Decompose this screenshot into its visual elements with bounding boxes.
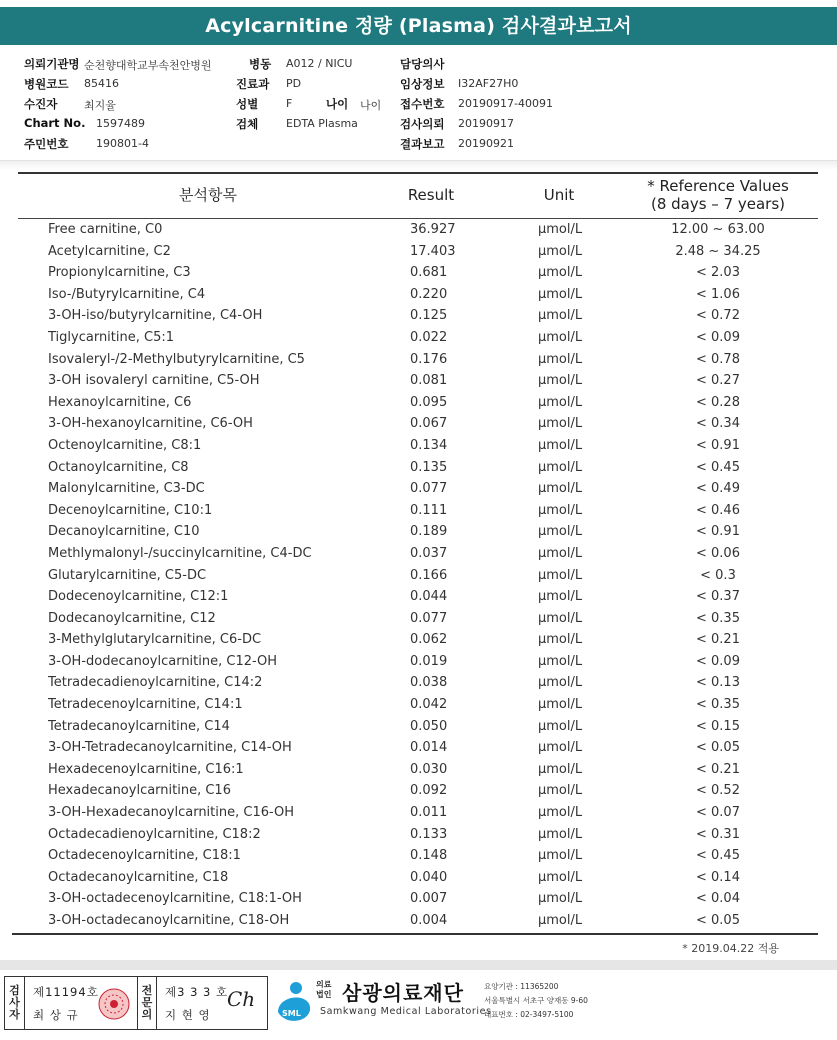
result-value: 0.681: [410, 265, 448, 281]
analyte-name: Octadecadienoylcarnitine, C18:2: [48, 826, 261, 842]
section-divider: [0, 160, 837, 170]
reference-value: < 0.91: [696, 437, 740, 453]
table-row: [18, 760, 818, 782]
info-label: 진료과: [236, 77, 270, 91]
patient-info: [24, 56, 824, 156]
reference-value: < 0.06: [696, 545, 740, 561]
table-row: [18, 652, 818, 674]
info-label: 검사의뢰: [400, 117, 445, 131]
analyte-name: Iso-/Butyrylcarnitine, C4: [48, 286, 206, 302]
table-row: [18, 414, 818, 436]
table-row: [18, 587, 818, 609]
unit-value: μmol/L: [538, 394, 583, 410]
tester-license: 제11194호: [33, 985, 99, 999]
age-value: 나이: [360, 99, 382, 112]
info-label: 주민번호: [24, 137, 69, 151]
table-row: [18, 285, 818, 307]
analyte-name: Tiglycarnitine, C5:1: [48, 329, 175, 345]
table-row: [18, 803, 818, 825]
reference-value: < 0.05: [696, 740, 740, 756]
header-reference-line1: * Reference Values: [647, 177, 789, 195]
analyte-name: Hexanoylcarnitine, C6: [48, 394, 192, 410]
org-address: 서울특별시 서초구 양재동 9-60: [484, 996, 588, 1005]
reference-value: < 0.52: [696, 783, 740, 799]
unit-value: μmol/L: [538, 373, 583, 389]
table-row: [18, 371, 818, 393]
analyte-name: Octadecenoylcarnitine, C18:1: [48, 848, 241, 864]
org-code: 요양기관 : 11365200: [484, 982, 559, 991]
analyte-name: Octenoylcarnitine, C8:1: [48, 437, 202, 453]
result-value: 0.133: [410, 826, 448, 842]
unit-value: μmol/L: [538, 524, 583, 540]
table-row: [18, 781, 818, 803]
header-item: 분석항목: [179, 186, 237, 204]
organization-footer: [272, 976, 832, 1032]
reference-value: < 0.28: [696, 394, 740, 410]
analyte-name: 3-Methylglutarylcarnitine, C6-DC: [48, 632, 262, 648]
analyte-name: 3-OH-octadecanoylcarnitine, C18-OH: [48, 913, 290, 928]
unit-value: μmol/L: [538, 697, 583, 713]
reference-value: < 0.72: [696, 308, 740, 324]
result-value: 0.125: [410, 308, 448, 324]
table-row: [18, 630, 818, 652]
table-header-rule: [18, 218, 818, 219]
unit-value: μmol/L: [538, 567, 583, 583]
table-row: [18, 544, 818, 566]
result-value: 0.030: [410, 761, 448, 777]
reference-value: < 0.21: [696, 632, 740, 648]
info-label: 성별: [236, 97, 259, 111]
reference-value: < 0.34: [696, 416, 740, 432]
analyte-name: 3-OH-hexanoylcarnitine, C6-OH: [48, 416, 253, 432]
unit-value: μmol/L: [538, 351, 583, 367]
unit-value: μmol/L: [538, 265, 583, 281]
info-value: 순천향대학교부속천안병원: [84, 59, 212, 72]
result-value: 0.148: [410, 848, 448, 864]
logo-text: SML: [282, 1009, 301, 1018]
analyte-name: Acetylcarnitine, C2: [48, 243, 171, 259]
result-value: 0.067: [410, 416, 448, 432]
table-row: [18, 220, 818, 242]
unit-value: μmol/L: [538, 761, 583, 777]
unit-value: μmol/L: [538, 718, 583, 734]
table-row: [18, 911, 818, 933]
org-phone: 대표번호 : 02-3497-5100: [484, 1010, 574, 1019]
result-value: 0.022: [410, 329, 448, 345]
info-label: 임상정보: [400, 77, 445, 91]
analyte-name: Dodecenoylcarnitine, C12:1: [48, 589, 229, 605]
unit-value: μmol/L: [538, 826, 583, 842]
analyte-name: Decenoylcarnitine, C10:1: [48, 502, 213, 518]
table-row: [18, 436, 818, 458]
reference-value: 2.48 ~ 34.25: [675, 243, 761, 259]
result-value: 0.166: [410, 567, 448, 583]
unit-value: μmol/L: [538, 740, 583, 756]
info-label: 접수번호: [400, 97, 445, 111]
reference-value: < 0.07: [696, 805, 740, 821]
unit-value: μmol/L: [538, 286, 583, 302]
table-row: [18, 738, 818, 760]
result-value: 0.135: [410, 459, 448, 475]
unit-value: μmol/L: [538, 437, 583, 453]
table-row: [18, 306, 818, 328]
analyte-name: 3-OH-Hexadecanoylcarnitine, C16-OH: [48, 805, 295, 821]
reference-value: < 0.3: [700, 567, 736, 583]
table-row: [18, 695, 818, 717]
table-row: [18, 566, 818, 588]
reference-value: < 0.45: [696, 848, 740, 864]
table-row: [18, 328, 818, 350]
info-value: F: [286, 97, 293, 110]
info-value: EDTA Plasma: [286, 117, 358, 130]
reference-value: < 0.91: [696, 524, 740, 540]
table-row: [18, 350, 818, 372]
result-value: 36.927: [410, 222, 456, 237]
header-reference-line2: (8 days – 7 years): [650, 195, 786, 213]
analyte-name: 3-OH-octadecenoylcarnitine, C18:1-OH: [48, 891, 302, 907]
unit-value: μmol/L: [538, 459, 583, 475]
unit-value: μmol/L: [538, 632, 583, 648]
reference-value: < 0.78: [696, 351, 740, 367]
table-row: [18, 522, 818, 544]
info-label: 의뢰기관명: [24, 57, 80, 71]
info-label: 수진자: [24, 97, 58, 111]
analyte-name: 3-OH-dodecanoylcarnitine, C12-OH: [48, 653, 278, 669]
unit-value: μmol/L: [538, 222, 583, 237]
analyte-name: Isovaleryl-/2-Methylbutyrylcarnitine, C5: [48, 351, 305, 367]
result-value: 0.176: [410, 351, 448, 367]
table-row: [18, 889, 818, 911]
analyte-name: Octanoylcarnitine, C8: [48, 459, 189, 475]
info-value: 20190917-40091: [458, 97, 553, 110]
unit-value: μmol/L: [538, 783, 583, 799]
result-value: 0.189: [410, 524, 448, 540]
unit-value: μmol/L: [538, 481, 583, 497]
header-reference: [630, 172, 806, 218]
result-value: 0.077: [410, 481, 448, 497]
result-value: 0.095: [410, 394, 448, 410]
footer-band: [0, 960, 837, 970]
analyte-name: Octadecanoylcarnitine, C18: [48, 869, 229, 885]
result-value: 0.044: [410, 589, 448, 605]
result-value: 0.038: [410, 675, 448, 691]
result-value: 0.092: [410, 783, 448, 799]
analyte-name: Tetradecadienoylcarnitine, C14:2: [48, 675, 263, 691]
analyte-name: Tetradecenoylcarnitine, C14:1: [48, 697, 243, 713]
table-row: [18, 479, 818, 501]
result-value: 0.011: [410, 805, 448, 821]
table-row: [18, 825, 818, 847]
analyte-name: Free carnitine, C0: [48, 222, 163, 237]
reference-value: < 0.21: [696, 761, 740, 777]
unit-value: μmol/L: [538, 416, 583, 432]
signature-mark: Ch: [227, 987, 256, 1011]
unit-value: μmol/L: [538, 848, 583, 864]
reference-value: < 0.27: [696, 373, 740, 389]
reference-value: < 0.04: [696, 891, 740, 907]
info-label: 검체: [236, 117, 259, 131]
specialist-license: 제3 3 3 호: [165, 985, 229, 999]
info-label: 담당의사: [400, 57, 445, 71]
result-value: 0.007: [410, 891, 448, 907]
result-value: 0.062: [410, 632, 448, 648]
analyte-name: 3-OH-Tetradecanoylcarnitine, C14-OH: [48, 740, 292, 756]
unit-value: μmol/L: [538, 913, 583, 928]
info-label: 병원코드: [24, 77, 69, 91]
unit-value: μmol/L: [538, 502, 583, 518]
tester-name: 최 상 규: [33, 1008, 79, 1022]
table-row: [18, 609, 818, 631]
info-value: PD: [286, 77, 302, 90]
table-row: [18, 846, 818, 868]
unit-value: μmol/L: [538, 675, 583, 691]
age-label: 나이: [326, 97, 349, 111]
unit-value: μmol/L: [538, 329, 583, 345]
reference-value: < 0.13: [696, 675, 740, 691]
reference-value: 12.00 ~ 63.00: [671, 222, 765, 237]
result-value: 0.134: [410, 437, 448, 453]
sml-logo-icon: [272, 978, 314, 1028]
info-value: A012 / NICU: [286, 57, 353, 70]
reference-value: < 0.14: [696, 869, 740, 885]
analyte-name: 3-OH isovaleryl carnitine, C5-OH: [48, 373, 260, 389]
info-label: Chart No.: [24, 116, 86, 130]
info-value: 20190921: [458, 137, 514, 150]
analyte-name: Hexadecanoylcarnitine, C16: [48, 783, 231, 799]
result-value: 0.081: [410, 373, 448, 389]
table-row: [18, 263, 818, 285]
reference-value: < 2.03: [696, 265, 740, 281]
reference-value: < 0.35: [696, 697, 740, 713]
info-value: 85416: [84, 77, 119, 90]
reference-value: < 0.37: [696, 589, 740, 605]
reference-value: < 0.09: [696, 329, 740, 345]
reference-value: < 0.09: [696, 653, 740, 669]
seal-stamp-icon: [97, 987, 131, 1021]
result-value: 0.037: [410, 545, 448, 561]
tester-label: 검 사 자: [5, 977, 25, 1029]
unit-value: μmol/L: [538, 869, 583, 885]
unit-value: μmol/L: [538, 589, 583, 605]
result-value: 0.019: [410, 653, 448, 669]
analyte-name: 3-OH-iso/butyrylcarnitine, C4-OH: [48, 308, 263, 324]
table-row: [18, 501, 818, 523]
table-bottom-rule: [12, 933, 818, 935]
specialist-label: 전 문 의: [137, 977, 157, 1029]
info-value: 최지율: [84, 99, 116, 112]
result-value: 0.042: [410, 697, 448, 713]
unit-value: μmol/L: [538, 891, 583, 907]
analyte-name: Decanoylcarnitine, C10: [48, 524, 200, 540]
org-english-name: Samkwang Medical Laboratories: [320, 1006, 492, 1017]
unit-value: μmol/L: [538, 308, 583, 324]
table-row: [18, 717, 818, 739]
analyte-name: Hexadecenoylcarnitine, C16:1: [48, 761, 244, 777]
reference-note: * 2019.04.22 적용: [682, 942, 779, 955]
unit-value: μmol/L: [538, 653, 583, 669]
org-type: 의료법인: [316, 980, 332, 999]
org-name: 삼광의료재단: [342, 981, 464, 1005]
analyte-name: Tetradecanoylcarnitine, C14: [48, 718, 230, 734]
reference-value: < 0.49: [696, 481, 740, 497]
reference-value: < 0.05: [696, 913, 740, 928]
reference-value: < 1.06: [696, 286, 740, 302]
report-title: Acylcarnitine 정량 (Plasma) 검사결과보고서: [0, 7, 837, 45]
table-body: [18, 220, 818, 933]
analyte-name: Dodecanoylcarnitine, C12: [48, 610, 216, 626]
signature-box: [4, 976, 268, 1030]
table-row: [18, 458, 818, 480]
unit-value: μmol/L: [538, 243, 583, 259]
org-contact: [484, 980, 588, 1022]
analyte-name: Propionylcarnitine, C3: [48, 265, 191, 281]
analyte-name: Methlymalonyl-/succinylcarnitine, C4-DC: [48, 545, 312, 561]
result-value: 0.040: [410, 869, 448, 885]
header-result: Result: [407, 186, 455, 204]
result-value: 0.050: [410, 718, 448, 734]
unit-value: μmol/L: [538, 545, 583, 561]
unit-value: μmol/L: [538, 805, 583, 821]
analyte-name: Malonylcarnitine, C3-DC: [48, 481, 205, 497]
table-row: [18, 393, 818, 415]
analyte-name: Glutarylcarnitine, C5-DC: [48, 567, 207, 583]
info-label: 결과보고: [400, 137, 445, 151]
result-value: 0.111: [410, 502, 448, 518]
result-value: 0.077: [410, 610, 448, 626]
info-value: 1597489: [96, 117, 145, 130]
reference-value: < 0.46: [696, 502, 740, 518]
info-label: 병동: [249, 57, 272, 71]
reference-value: < 0.31: [696, 826, 740, 842]
result-value: 0.014: [410, 740, 448, 756]
result-value: 0.004: [410, 913, 448, 928]
reference-value: < 0.15: [696, 718, 740, 734]
result-value: 0.220: [410, 286, 448, 302]
specialist-name: 지 현 영: [165, 1008, 211, 1022]
result-value: 17.403: [410, 243, 456, 259]
table-row: [18, 868, 818, 890]
unit-value: μmol/L: [538, 610, 583, 626]
table-row: [18, 673, 818, 695]
header-unit: Unit: [543, 186, 575, 204]
reference-value: < 0.35: [696, 610, 740, 626]
info-value: 20190917: [458, 117, 514, 130]
info-value: I32AF27H0: [458, 77, 519, 90]
reference-value: < 0.45: [696, 459, 740, 475]
info-value: 190801-4: [96, 137, 149, 150]
table-row: [18, 242, 818, 264]
